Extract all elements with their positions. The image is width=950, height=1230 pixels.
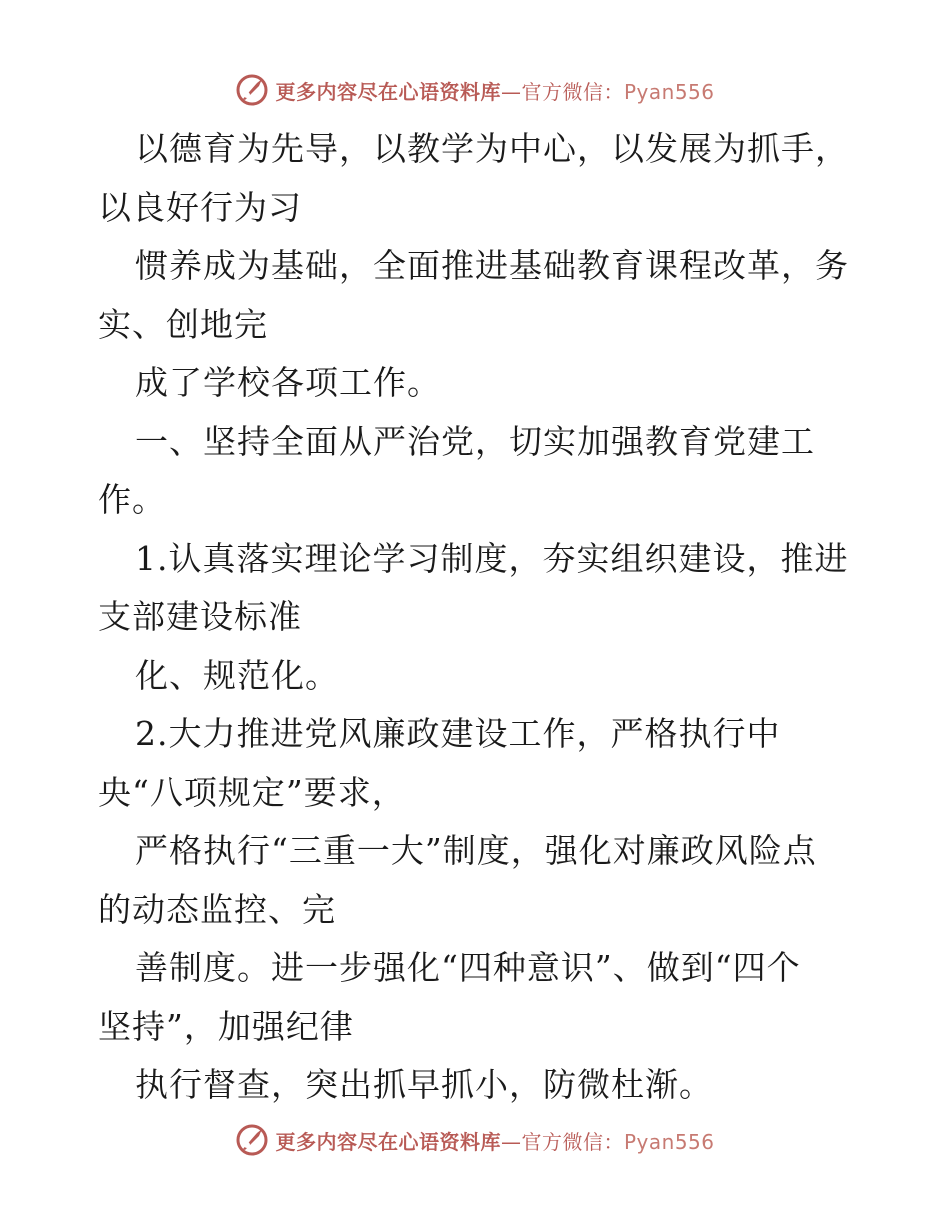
- watermark-wechat-label: 官方微信：: [521, 1129, 624, 1154]
- text-line: 作。: [98, 480, 166, 519]
- text-line: 坚持”，加强纪律: [98, 1006, 354, 1046]
- text-line: 实、创地完: [98, 304, 268, 344]
- text-line: 一、坚持全面从严治党，切实加强教育党建工: [135, 421, 815, 461]
- watermark-wechat-id: Pyan556: [623, 1129, 715, 1154]
- watermark-main-text: 更多内容尽在心语资料库: [275, 1129, 501, 1154]
- text-line: 2.大力推进党风廉政建设工作，严格执行中: [135, 714, 781, 753]
- header-watermark: [0, 70, 950, 110]
- text-line: 善制度。进一步强化“四种意识”、做到“四个: [135, 948, 801, 987]
- watermark-dash: —: [500, 79, 522, 104]
- text-line: 以德育为先导，以教学为中心，以发展为抓手，: [135, 129, 849, 168]
- watermark-text: [275, 76, 714, 105]
- text-line: 成了学校各项工作。: [135, 363, 441, 402]
- text-line: 惯养成为基础，全面推进基础教育课程改革，务: [135, 246, 849, 285]
- watermark-text: [275, 1126, 714, 1155]
- watermark-dash: —: [500, 1129, 522, 1154]
- document-body: [98, 120, 858, 1115]
- text-line: 以良好行为习: [98, 187, 302, 227]
- footer-watermark: [0, 1120, 950, 1160]
- text-line: 1.认真落实理论学习制度，夯实组织建设，推进: [135, 538, 849, 578]
- quill-pen-logo-icon: [235, 1123, 269, 1157]
- text-line: 的动态监控、完: [98, 889, 336, 929]
- text-line: 严格执行“三重一大”制度，强化对廉政风险点: [135, 831, 817, 870]
- watermark-wechat-label: 官方微信：: [521, 79, 624, 104]
- text-line: 执行督查，突出抓早抓小，防微杜渐。: [135, 1065, 713, 1104]
- text-line: 支部建设标准: [98, 597, 302, 636]
- watermark-wechat-id: Pyan556: [623, 79, 715, 104]
- quill-pen-logo-icon: [235, 73, 269, 107]
- text-line: 化、规范化。: [135, 655, 339, 695]
- text-line: 央“八项规定”要求，: [98, 772, 406, 812]
- watermark-main-text: 更多内容尽在心语资料库: [275, 79, 501, 104]
